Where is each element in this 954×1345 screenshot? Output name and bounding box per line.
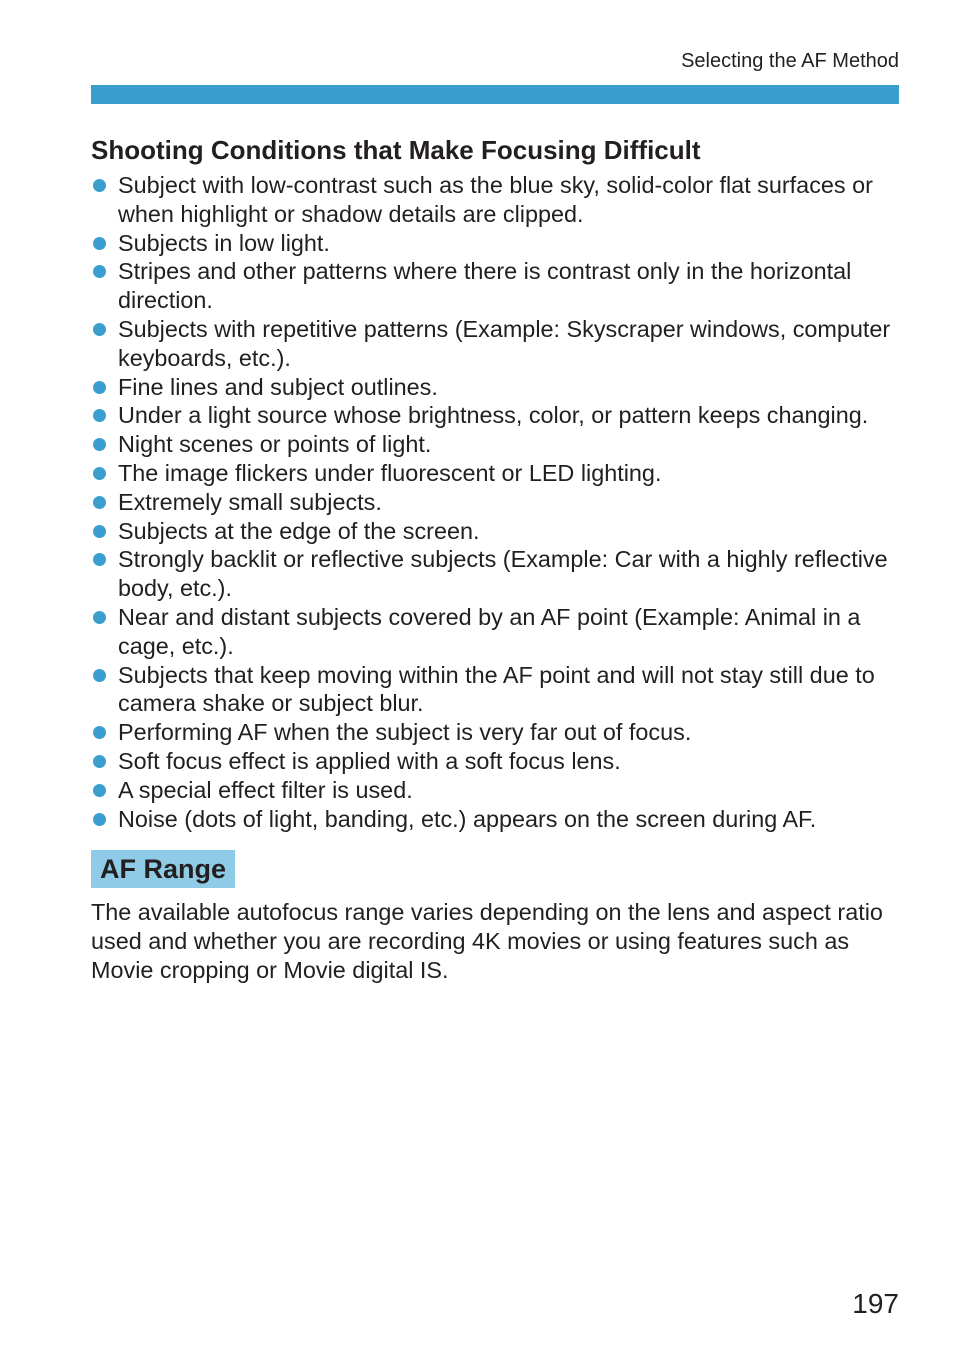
list-item-text: A special effect filter is used.: [118, 776, 413, 803]
list-item: [91, 315, 901, 373]
header-accent-bar: [91, 85, 899, 104]
bullet-dot-icon: [93, 525, 106, 538]
list-item: [91, 603, 901, 661]
list-item: [91, 545, 901, 603]
list-item: [91, 430, 901, 459]
list-item-text: Subjects in low light.: [118, 229, 330, 256]
bullet-dot-icon: [93, 179, 106, 192]
list-item-text: The image flickers under fluorescent or LED lighting.: [118, 459, 662, 486]
bullet-dot-icon: [93, 611, 106, 624]
list-item: [91, 488, 901, 517]
list-item: [91, 517, 901, 546]
af-range-title: AF Range: [100, 854, 227, 884]
list-item: [91, 805, 901, 834]
bullet-dot-icon: [93, 409, 106, 422]
bullet-dot-icon: [93, 755, 106, 768]
bullet-dot-icon: [93, 265, 106, 278]
list-item-text: Under a light source whose brightness, color, or pattern keeps changing.: [118, 402, 869, 429]
list-item-text: Performing AF when the subject is very far out of focus.: [118, 719, 692, 746]
bullet-dot-icon: [93, 553, 106, 566]
list-item-text: Noise (dots of light, banding, etc.) appears on the screen during AF.: [118, 805, 817, 832]
list-item: [91, 229, 901, 258]
list-item: [91, 661, 901, 719]
page-number: 197: [852, 1288, 899, 1319]
list-item: [91, 257, 901, 315]
bullet-dot-icon: [93, 237, 106, 250]
list-item: [91, 718, 901, 747]
af-range-heading-box: [91, 850, 235, 888]
list-item-text: Stripes and other patterns where there is contrast only in the horizontal direction.: [118, 258, 852, 314]
list-item-text: Soft focus effect is applied with a soft focus lens.: [118, 747, 621, 774]
list-item-text: Near and distant subjects covered by an AF point (Example: Animal in a cage, etc.).: [118, 603, 861, 659]
list-item-text: Extremely small subjects.: [118, 488, 382, 515]
list-item-text: Strongly backlit or reflective subjects (Example: Car with a highly reflective body, etc.).: [118, 546, 888, 602]
list-item-text: Night scenes or points of light.: [118, 431, 432, 458]
list-item: [91, 776, 901, 805]
list-item: [91, 747, 901, 776]
list-item-text: Fine lines and subject outlines.: [118, 373, 438, 400]
af-range-description: The available autofocus range varies depending on the lens and aspect ratio used and whether you are recording 4K movies or using features such as Movie cropping or Movie digital IS.: [91, 899, 883, 983]
list-item-text: Subjects that keep moving within the AF point and will not stay still due to camera shake or subject blur.: [118, 661, 875, 717]
list-item: [91, 459, 901, 488]
difficult-conditions-list: [91, 171, 901, 833]
header-section-label: Selecting the AF Method: [681, 50, 899, 72]
bullet-dot-icon: [93, 496, 106, 509]
list-item: [91, 171, 901, 229]
list-item: [91, 373, 901, 402]
list-item-text: Subjects at the edge of the screen.: [118, 517, 480, 544]
list-item-text: Subject with low-contrast such as the blue sky, solid-color flat surfaces or when highlight or shadow details are clipped.: [118, 172, 873, 227]
bullet-dot-icon: [93, 438, 106, 451]
bullet-dot-icon: [93, 813, 106, 826]
bullet-dot-icon: [93, 784, 106, 797]
list-item: [91, 401, 901, 430]
section-heading: Shooting Conditions that Make Focusing Difficult: [91, 135, 701, 165]
bullet-dot-icon: [93, 323, 106, 336]
bullet-dot-icon: [93, 467, 106, 480]
bullet-dot-icon: [93, 381, 106, 394]
bullet-dot-icon: [93, 726, 106, 739]
list-item-text: Subjects with repetitive patterns (Example: Skyscraper windows, computer keyboards, etc.).: [118, 315, 891, 371]
bullet-dot-icon: [93, 669, 106, 682]
